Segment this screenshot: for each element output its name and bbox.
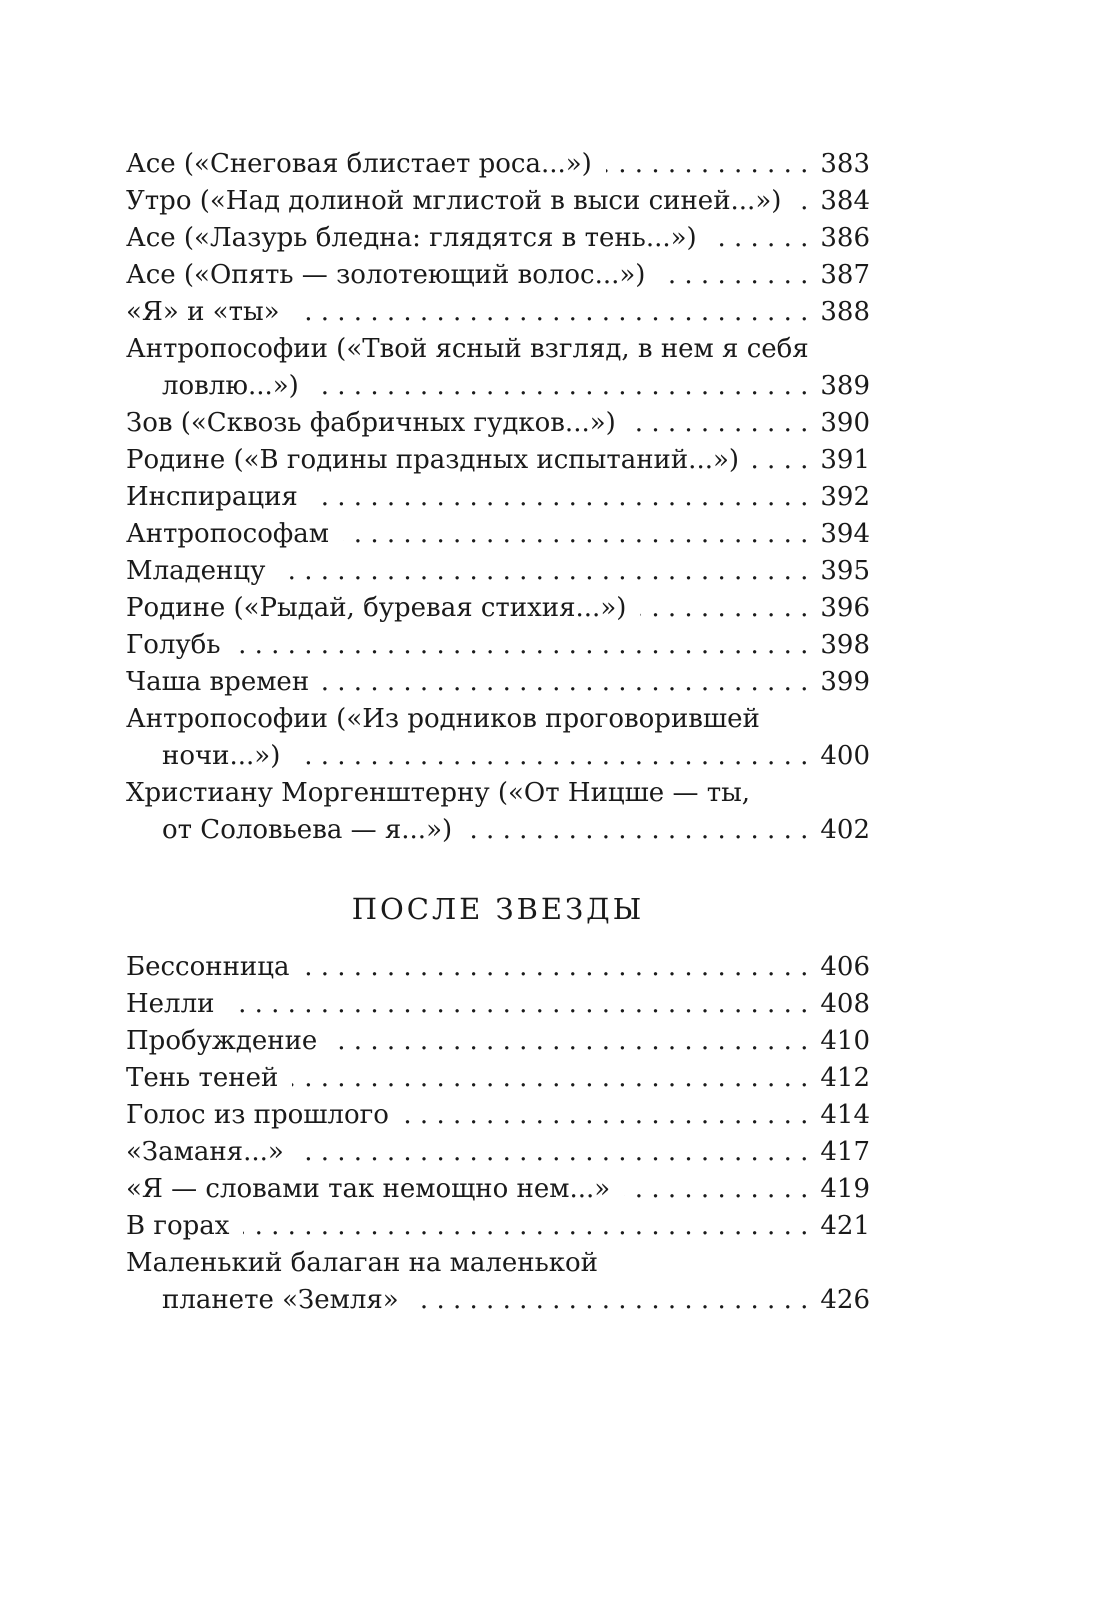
toc-entry[interactable]	[126, 553, 870, 590]
toc-entry-line	[126, 1097, 870, 1134]
toc-entry-title-line1: Маленький балаган на маленькой	[126, 1248, 599, 1278]
toc-entry-page-number: 388	[820, 297, 870, 327]
toc-entry-page-number: 392	[820, 482, 870, 512]
toc-entry[interactable]	[126, 516, 870, 553]
toc-entry[interactable]	[126, 479, 870, 516]
toc-entry-title: Родине («Рыдай, буревая стихия...»)	[126, 593, 627, 623]
toc-entry-line	[126, 949, 870, 986]
toc-entry[interactable]	[126, 664, 870, 701]
toc-entry-page-number: 398	[820, 630, 870, 660]
toc-entry-line	[126, 442, 870, 479]
toc-entry-page-number: 421	[820, 1211, 870, 1241]
toc-entry-page-number: 395	[820, 556, 870, 586]
toc-entry-line	[126, 183, 870, 220]
toc-entry-title: «Заманя...»	[126, 1137, 284, 1167]
toc-entry-page-number: 402	[820, 815, 870, 845]
toc-entry-line	[126, 479, 870, 516]
toc-entry-page-number: 387	[820, 260, 870, 290]
toc-entry[interactable]	[126, 701, 870, 775]
toc-entry-title: ночи...»)	[162, 741, 281, 771]
toc-entry-page-number: 400	[820, 741, 870, 771]
document-page	[126, 146, 870, 1319]
toc-entry-title: Асе («Снеговая блистает роса...»)	[126, 149, 592, 179]
dot-leader	[466, 812, 808, 849]
toc-entry[interactable]	[126, 775, 870, 849]
toc-entry-title: Антропософам	[126, 519, 329, 549]
toc-entry-line	[126, 664, 870, 701]
toc-entry[interactable]	[126, 1060, 870, 1097]
toc-entry-title: ловлю...»)	[162, 371, 299, 401]
toc-entry-line	[126, 1208, 870, 1245]
toc-entry-title: Родине («В годины праздных испытаний...»)	[126, 445, 740, 475]
toc-entry-title: Утро («Над долиной мглистой в выси синей...»)	[126, 186, 782, 216]
toc-entry-line	[126, 1282, 870, 1319]
dot-leader	[403, 1097, 808, 1134]
toc-entry-page-number: 417	[820, 1137, 870, 1167]
section-heading: ПОСЛЕ ЗВЕЗДЫ	[351, 892, 645, 926]
toc-entry[interactable]	[126, 986, 870, 1023]
toc-entry-line	[126, 738, 870, 775]
dot-leader	[294, 738, 808, 775]
toc-entry-title: «Я — словами так немощно нем...»	[126, 1174, 611, 1204]
toc-entry-line	[126, 257, 870, 294]
toc-entry-page-number: 383	[820, 149, 870, 179]
toc-entry[interactable]	[126, 1208, 870, 1245]
toc-entry[interactable]	[126, 405, 870, 442]
toc-list	[126, 146, 870, 849]
dot-leader	[292, 1060, 808, 1097]
toc-entry[interactable]	[126, 949, 870, 986]
dot-leader	[343, 516, 808, 553]
dot-leader	[243, 1208, 808, 1245]
toc-entry-page-number: 391	[820, 445, 870, 475]
toc-entry-line	[126, 220, 870, 257]
toc-entry-line	[126, 986, 870, 1023]
toc-entry[interactable]	[126, 220, 870, 257]
dot-leader	[298, 1134, 809, 1171]
dot-leader	[711, 220, 809, 257]
toc-entry[interactable]	[126, 294, 870, 331]
toc-entry[interactable]	[126, 146, 870, 183]
toc-entry-line	[126, 1060, 870, 1097]
toc-entry[interactable]	[126, 627, 870, 664]
dot-leader	[323, 664, 808, 701]
toc-entry-line	[126, 812, 870, 849]
dot-leader	[294, 294, 809, 331]
toc-entry[interactable]	[126, 1097, 870, 1134]
toc-entry-line	[126, 627, 870, 664]
toc-entry-line	[126, 1134, 870, 1171]
toc-entry-title-line1: Антропософии («Из родников проговорившей	[126, 704, 760, 734]
toc-entry-line	[126, 1171, 870, 1208]
toc-entry-title: Асе («Опять — золотеющий волос...»)	[126, 260, 646, 290]
toc-entry-page-number: 390	[820, 408, 870, 438]
dot-leader	[303, 949, 808, 986]
toc-entry[interactable]	[126, 442, 870, 479]
toc-entry-title: Бессонница	[126, 952, 290, 982]
toc-entry[interactable]	[126, 1134, 870, 1171]
toc-entry-title: Голубь	[126, 630, 221, 660]
toc-entry[interactable]	[126, 183, 870, 220]
toc-entry[interactable]	[126, 331, 870, 405]
toc-entry-title: Асе («Лазурь бледна: глядятся в тень...»)	[126, 223, 697, 253]
toc-entry-title: Зов («Сквозь фабричных гудков...»)	[126, 408, 616, 438]
toc-entry-page-number: 386	[820, 223, 870, 253]
toc-entry-page-number: 419	[820, 1174, 870, 1204]
toc-entry[interactable]	[126, 590, 870, 627]
toc-entry-title: Тень теней	[126, 1063, 279, 1093]
toc-entry-line	[126, 294, 870, 331]
dot-leader	[630, 405, 809, 442]
dot-leader	[235, 627, 809, 664]
toc-entry-title: В горах	[126, 1211, 230, 1241]
toc-entry-title: планете «Земля»	[162, 1285, 399, 1315]
dot-leader	[640, 590, 808, 627]
toc-entry-title: «Я» и «ты»	[126, 297, 280, 327]
toc-entry-line	[126, 368, 870, 405]
toc-entry-title: Нелли	[126, 989, 215, 1019]
toc-entry-line	[126, 516, 870, 553]
toc-entry[interactable]	[126, 1023, 870, 1060]
toc-entry-line	[126, 590, 870, 627]
toc-entry-title-line1: Антропософии («Твой ясный взгляд, в нем я себя	[126, 334, 809, 364]
toc-entry-line	[126, 1023, 870, 1060]
toc-entry-title: от Соловьева — я...»)	[162, 815, 453, 845]
dot-leader	[312, 479, 809, 516]
toc-entry-page-number: 408	[820, 989, 870, 1019]
dot-leader	[795, 183, 808, 220]
toc-entry-title: Голос из прошлого	[126, 1100, 389, 1130]
toc-entry-line	[126, 405, 870, 442]
dot-leader	[753, 442, 808, 479]
toc-entry-title: Младенцу	[126, 556, 266, 586]
toc-entry-page-number: 394	[820, 519, 870, 549]
toc-entry-page-number: 414	[820, 1100, 870, 1130]
toc-entry-line	[126, 553, 870, 590]
toc-entry-page-number: 389	[820, 371, 870, 401]
toc-entry-title: Инспирация	[126, 482, 298, 512]
toc-entry[interactable]	[126, 1171, 870, 1208]
dot-leader	[413, 1282, 809, 1319]
toc-entry-page-number: 406	[820, 952, 870, 982]
dot-leader	[606, 146, 809, 183]
toc-entry-page-number: 412	[820, 1063, 870, 1093]
toc-entry[interactable]	[126, 1245, 870, 1319]
dot-leader	[313, 368, 809, 405]
dot-leader	[331, 1023, 808, 1060]
dot-leader	[659, 257, 808, 294]
toc-list	[126, 949, 870, 1319]
dot-leader	[624, 1171, 808, 1208]
toc-entry-page-number: 410	[820, 1026, 870, 1056]
toc-entry-page-number: 399	[820, 667, 870, 697]
toc-entry-line	[126, 146, 870, 183]
toc-entry-title: Пробуждение	[126, 1026, 318, 1056]
toc-entry-page-number: 426	[820, 1285, 870, 1315]
toc-entry-page-number: 396	[820, 593, 870, 623]
toc-entry[interactable]	[126, 257, 870, 294]
toc-entry-title: Чаша времен	[126, 667, 310, 697]
toc-entry-page-number: 384	[820, 186, 870, 216]
toc-entry-title-line1: Христиану Моргенштерну («От Ницше — ты,	[126, 778, 751, 808]
dot-leader	[228, 986, 808, 1023]
dot-leader	[279, 553, 808, 590]
